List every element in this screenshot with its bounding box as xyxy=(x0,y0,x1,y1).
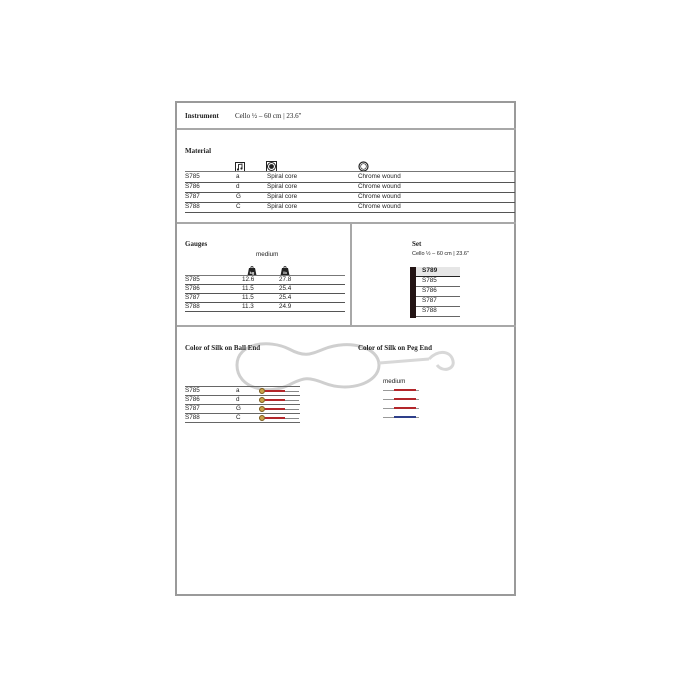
ball-end-label: Color of Silk on Ball End xyxy=(185,344,261,352)
gauge-lb: 25.4 xyxy=(279,285,292,292)
divider xyxy=(177,325,516,327)
svg-text:lb: lb xyxy=(283,270,287,276)
material-code: S785 xyxy=(185,173,200,180)
material-note: a xyxy=(236,173,240,180)
gauge-code: S786 xyxy=(185,285,200,292)
ball-silk-color xyxy=(265,399,285,401)
gauge-code: S787 xyxy=(185,294,200,301)
set-item-code: S787 xyxy=(422,297,437,304)
spec-sheet xyxy=(175,101,516,596)
gauges-label: Gauges xyxy=(185,240,208,248)
silk-code: S787 xyxy=(185,405,200,412)
ball-end-string xyxy=(259,415,299,421)
gauge-kg: 11.5 xyxy=(242,294,254,301)
ball-silk-color xyxy=(265,390,285,392)
ball-string-line xyxy=(285,391,299,392)
silk-code: S785 xyxy=(185,387,200,394)
gauges-tension: medium xyxy=(256,251,279,258)
peg-end-string xyxy=(383,415,419,420)
gauge-row xyxy=(185,285,345,294)
material-note: d xyxy=(236,183,240,190)
set-item xyxy=(416,287,460,297)
silk-note: d xyxy=(236,396,240,403)
ball-end-string xyxy=(259,406,299,412)
table-top-line xyxy=(185,386,300,387)
instrument-label: Instrument xyxy=(185,112,219,120)
ball-string-line xyxy=(285,400,299,401)
gauge-lb: 24.9 xyxy=(279,303,292,310)
peg-silk-color xyxy=(394,407,416,409)
material-code: S788 xyxy=(185,203,200,210)
ball-string-line xyxy=(285,418,299,419)
peg-end-string xyxy=(383,406,419,411)
peg-end-string xyxy=(383,397,419,402)
ball-silk-color xyxy=(265,417,285,419)
divider xyxy=(177,128,516,130)
peg-end-string xyxy=(383,388,419,393)
silk-tension: medium xyxy=(383,378,406,385)
peg-silk-color xyxy=(394,416,416,418)
material-row xyxy=(185,202,515,213)
gauge-kg: 11.3 xyxy=(242,303,254,310)
set-item xyxy=(416,277,460,287)
divider xyxy=(177,222,516,224)
silk-note: G xyxy=(236,405,241,412)
set-header-code: S789 xyxy=(422,267,438,274)
silk-note: a xyxy=(236,387,240,394)
ball-end-string xyxy=(259,388,299,394)
material-note: G xyxy=(236,193,241,200)
material-winding: Chrome wound xyxy=(358,203,401,210)
ball-string-line xyxy=(285,409,299,410)
material-code: S786 xyxy=(185,183,200,190)
material-code: S787 xyxy=(185,193,200,200)
peg-silk-color xyxy=(394,398,416,400)
material-note: C xyxy=(236,203,241,210)
instrument-value: Cello ½ – 60 cm | 23.6" xyxy=(235,112,302,120)
material-core: Spiral core xyxy=(267,203,298,210)
gauge-code: S785 xyxy=(185,276,200,283)
material-core: Spiral core xyxy=(267,173,298,180)
set-header xyxy=(416,267,460,277)
gauge-kg: 11.5 xyxy=(242,285,254,292)
material-core: Spiral core xyxy=(267,183,298,190)
silk-note: C xyxy=(236,414,241,421)
set-subtitle: Cello ½ – 60 cm | 23.6" xyxy=(412,251,469,257)
peg-end-label: Color of Silk on Peg End xyxy=(358,344,432,352)
silk-code: S788 xyxy=(185,414,200,421)
svg-text:kg: kg xyxy=(249,270,255,276)
set-item-code: S788 xyxy=(422,307,437,314)
material-winding: Chrome wound xyxy=(358,193,401,200)
ball-end-string xyxy=(259,397,299,403)
gauge-row xyxy=(185,294,345,303)
material-winding: Chrome wound xyxy=(358,173,401,180)
set-item-code: S785 xyxy=(422,277,437,284)
set-item xyxy=(416,297,460,307)
material-winding: Chrome wound xyxy=(358,183,401,190)
set-item xyxy=(416,307,460,317)
vertical-divider xyxy=(350,224,352,325)
gauge-kg: 12.6 xyxy=(242,276,255,283)
material-core: Spiral core xyxy=(267,193,298,200)
set-item-code: S786 xyxy=(422,287,437,294)
gauge-lb: 27.8 xyxy=(279,276,292,283)
material-label: Material xyxy=(185,147,212,155)
gauge-code: S788 xyxy=(185,303,200,310)
gauge-lb: 25.4 xyxy=(279,294,292,301)
ball-silk-color xyxy=(265,408,285,410)
silk-code: S786 xyxy=(185,396,200,403)
gauge-row xyxy=(185,276,345,285)
set-label: Set xyxy=(412,240,422,248)
peg-silk-color xyxy=(394,389,416,391)
gauge-row xyxy=(185,303,345,312)
